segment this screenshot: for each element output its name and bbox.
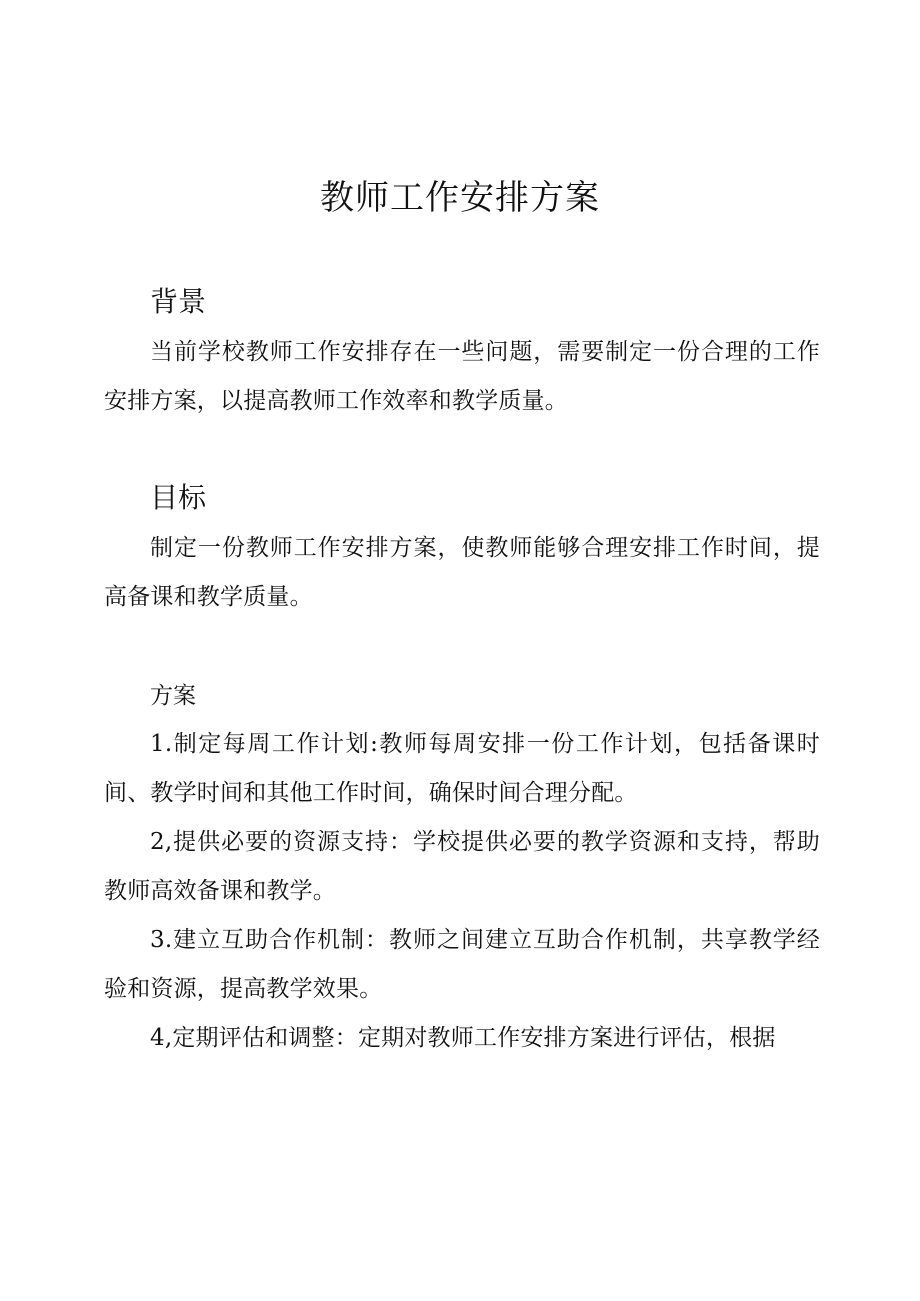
plan-item-3: 3.建立互助合作机制：教师之间建立互助合作机制，共享教学经验和资源，提高教学效果。	[104, 927, 820, 1002]
plan-label: 方案	[150, 683, 196, 709]
document-title: 教师工作安排方案	[320, 178, 600, 218]
plan-item-1: 1.制定每周工作计划:教师每周安排一份工作计划，包括备课时间、教学时间和其他工作时间，确保时间合理分配。	[104, 731, 820, 806]
section-text-goal: 制定一份教师工作安排方案，使教师能够合理安排工作时间，提高备课和教学质量。	[104, 535, 820, 610]
plan-item-2: 2,提供必要的资源支持：学校提供必要的教学资源和支持，帮助教师高效备课和教学。	[104, 829, 820, 904]
section-text-background: 当前学校教师工作安排存在一些问题，需要制定一份合理的工作安排方案，以提高教师工作效率和教学质量。	[104, 339, 820, 414]
plan-item-4: 4,定期评估和调整：定期对教师工作安排方案进行评估，根据	[150, 1025, 776, 1051]
section-heading-goal: 目标	[150, 481, 207, 514]
section-heading-background: 背景	[150, 285, 207, 318]
